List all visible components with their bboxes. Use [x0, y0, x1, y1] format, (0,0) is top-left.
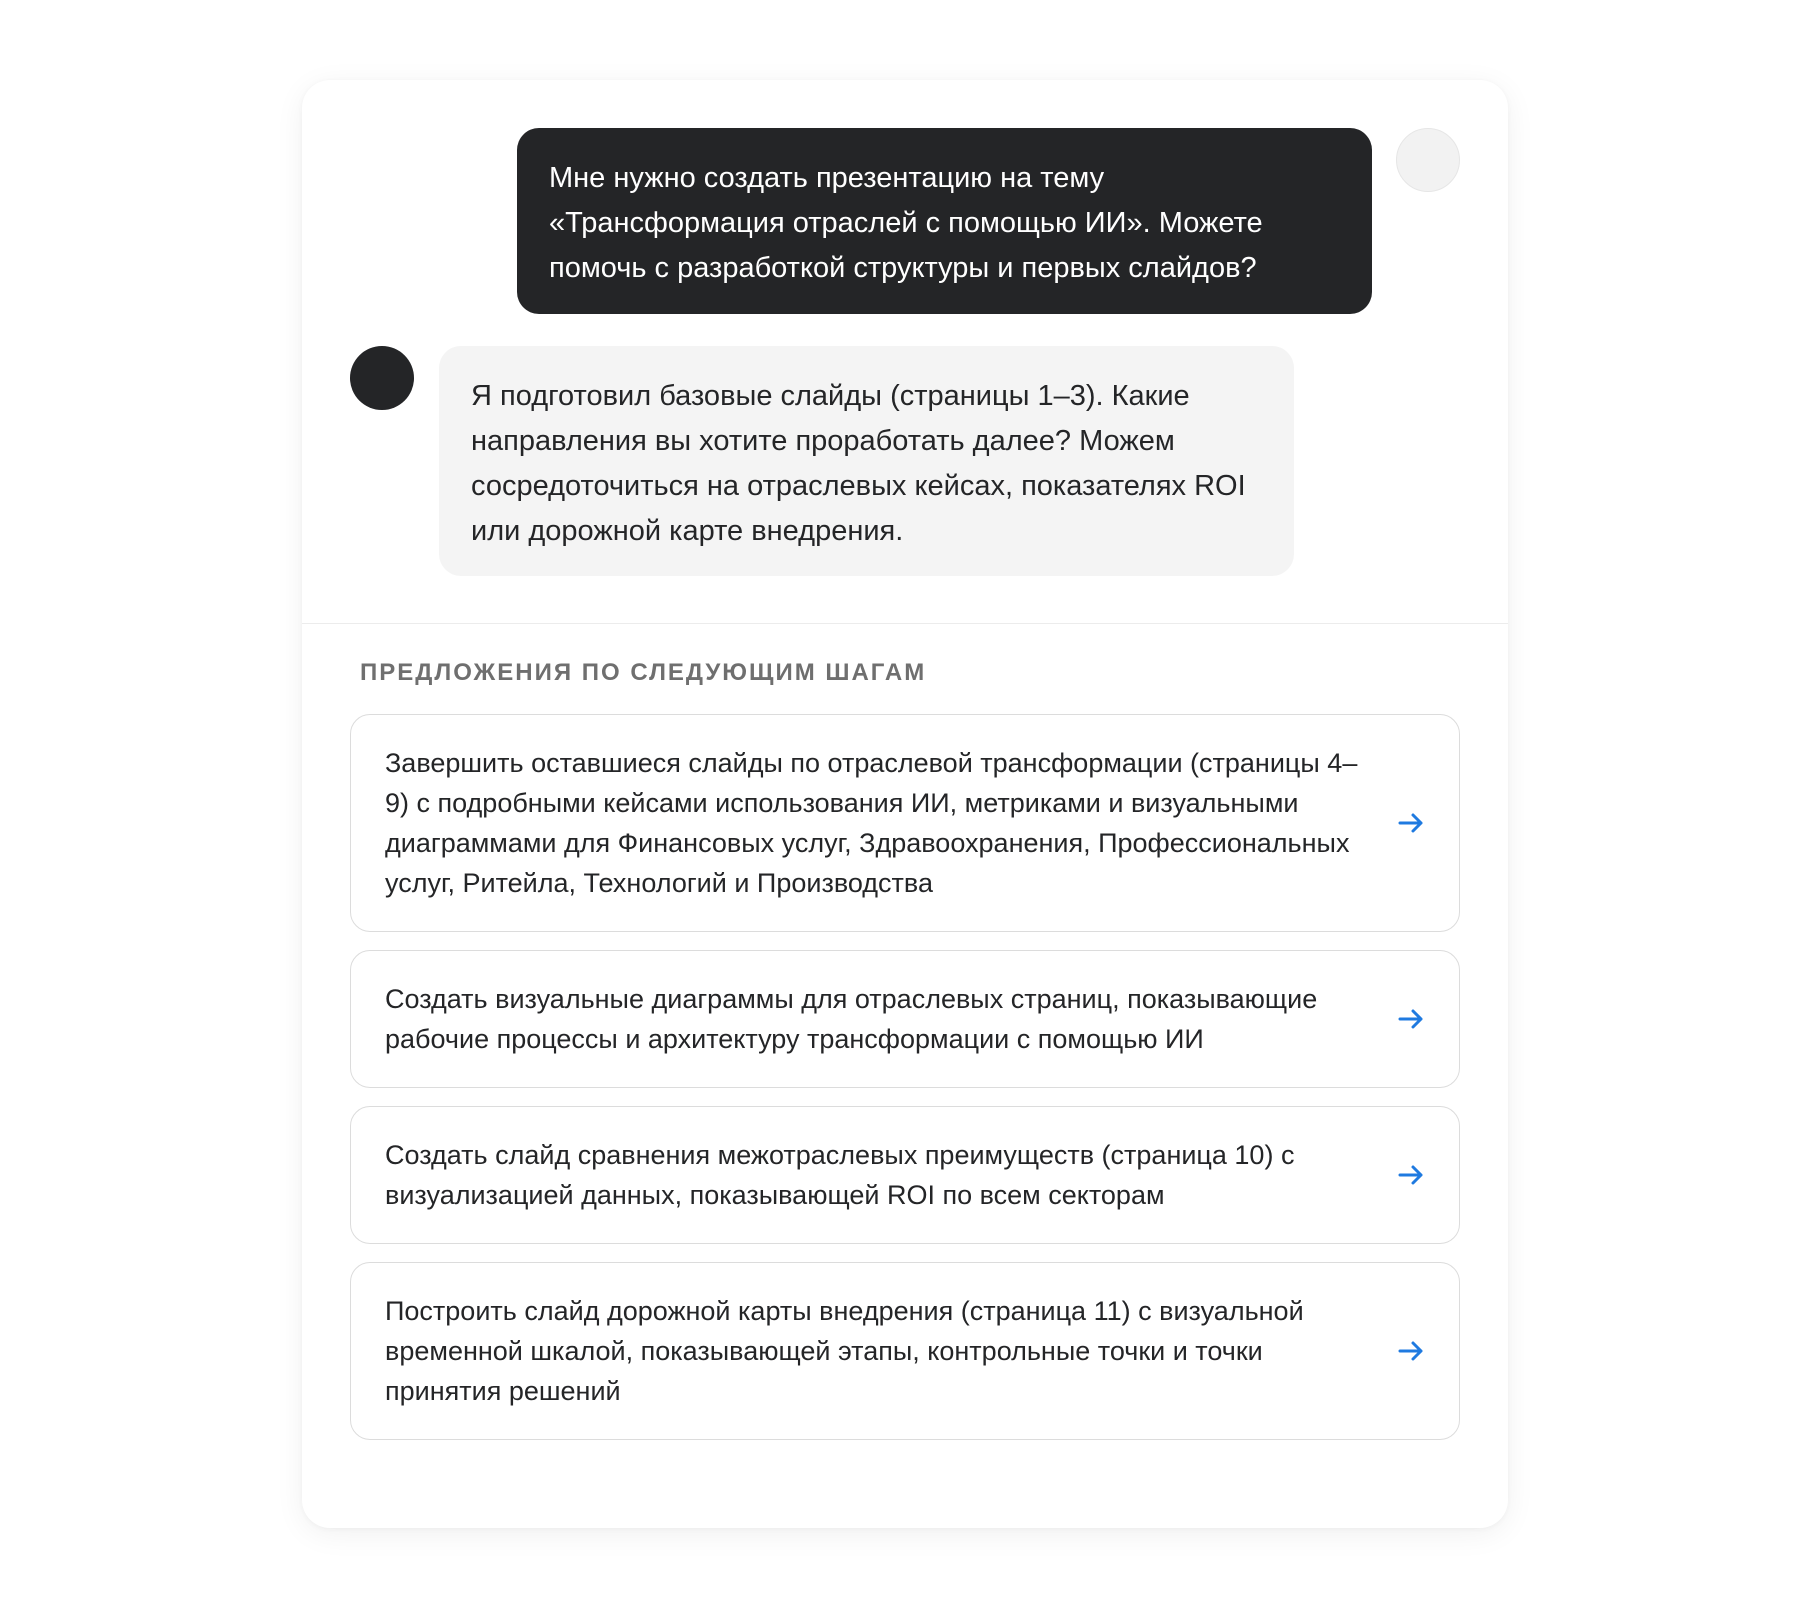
section-divider — [302, 623, 1508, 624]
suggestion-item-4[interactable] — [350, 1262, 1460, 1440]
chat-card — [302, 80, 1508, 1528]
assistant-avatar — [350, 346, 414, 410]
arrow-right-icon — [1397, 1005, 1425, 1033]
suggestion-label: Создать визуальные диаграммы для отраслевых страниц, показывающие рабочие процессы и архитектуру трансформации с помощью ИИ — [385, 984, 1318, 1054]
user-message-bubble: Мне нужно создать презентацию на тему «Трансформация отраслей с помощью ИИ». Можете помочь с разработкой структуры и первых слайдов? — [517, 128, 1372, 314]
suggestion-item-2[interactable] — [350, 950, 1460, 1088]
arrow-right-icon — [1397, 1337, 1425, 1365]
suggestions-panel — [350, 658, 1460, 1458]
suggestion-label: Построить слайд дорожной карты внедрения (страница 11) с визуальной временной шкалой, показывающей этапы, контрольные точки и точки принятия решений — [385, 1296, 1304, 1406]
arrow-right-icon — [1397, 809, 1425, 837]
suggestions-title: ПРЕДЛОЖЕНИЯ ПО СЛЕДУЮЩИМ ШАГАМ — [360, 659, 927, 686]
suggestion-item-3[interactable] — [350, 1106, 1460, 1244]
suggestion-item-1[interactable] — [350, 714, 1460, 932]
arrow-right-icon — [1397, 1161, 1425, 1189]
suggestion-label: Завершить оставшиеся слайды по отраслевой трансформации (страницы 4–9) с подробными кейсами использования ИИ, метриками и визуальными диаграммами для Финансовых услуг, Здравоохранения, Профессиональных услуг, Ритейла, Технологий и Производства — [385, 748, 1358, 898]
user-avatar — [1396, 128, 1460, 192]
chat-thread — [302, 80, 1508, 624]
suggestion-label: Создать слайд сравнения межотраслевых преимуществ (страница 10) с визуализацией данных, показывающей ROI по всем секторам — [385, 1140, 1295, 1210]
assistant-message-bubble: Я подготовил базовые слайды (страницы 1–3). Какие направления вы хотите проработать далее? Можем сосредоточиться на отраслевых кейсах, показателях ROI или дорожной карте внедрения. — [439, 346, 1294, 576]
